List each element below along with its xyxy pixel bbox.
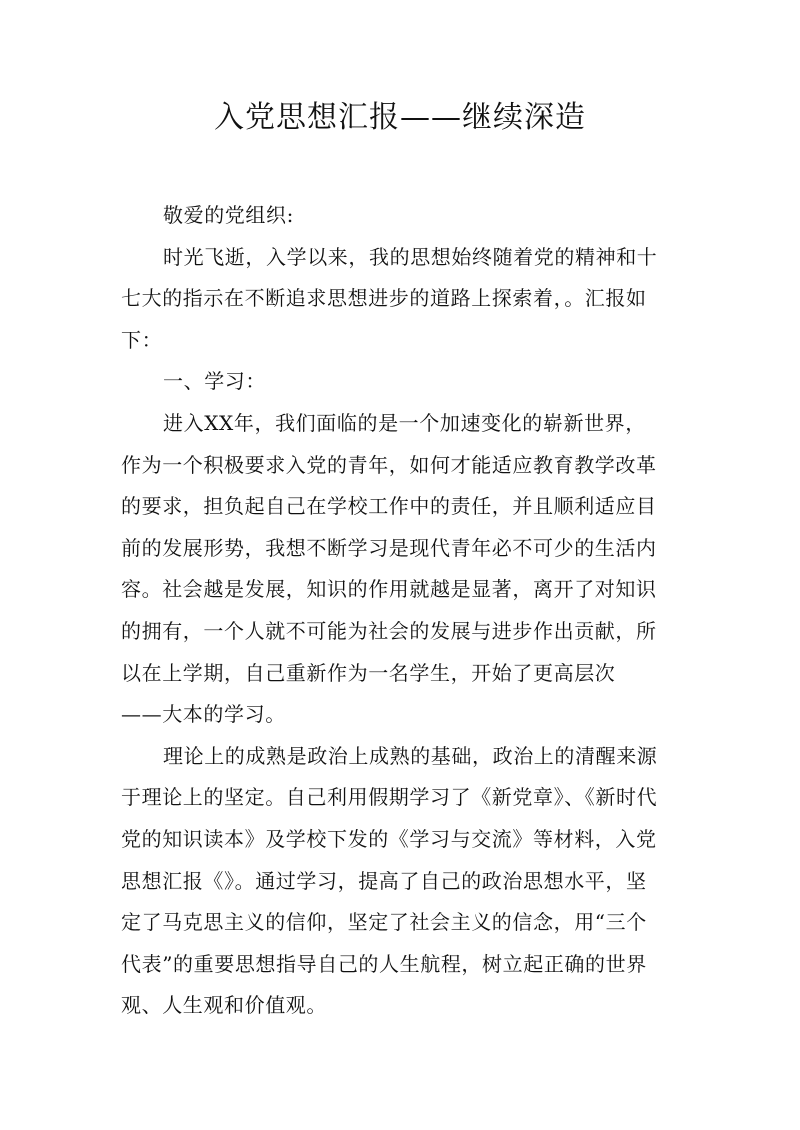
body-line: 代表”的重要思想指导自己的人生航程，树立起正确的世界 <box>121 951 647 976</box>
document-title: 入党思想汇报——继续深造 <box>214 100 586 135</box>
body-line: 于理论上的坚定。自己利用假期学习了《新党章》、《新时代 <box>121 785 658 810</box>
body-line: 定了马克思主义的信仰，坚定了社会主义的信念，用“三个 <box>121 910 647 935</box>
body-line: 敬爱的党组织: <box>163 203 294 227</box>
document-body <box>121 195 683 1027</box>
body-line: 下： <box>121 327 163 352</box>
body-line: 七大的指示在不断追求思想进步的道路上探索着，。汇报如 <box>121 286 647 311</box>
body-line: 理论上的成熟是政治上成熟的基础，政治上的清醒来源 <box>163 743 658 768</box>
body-line: 以在上学期，自己重新作为一名学生，开始了更高层次 <box>121 660 616 685</box>
body-line: 时光飞逝，入学以来，我的思想始终随着党的精神和十 <box>163 244 658 269</box>
body-line: ——大本的学习。 <box>121 702 286 727</box>
body-line: 观、人生观和价值观。 <box>121 993 327 1018</box>
body-line: 一、学习： <box>163 369 266 394</box>
body-line: 前的发展形势，我想不断学习是现代青年必不可少的生活内 <box>121 535 657 560</box>
body-line: 作为一个积极要求入党的青年，如何才能适应教育教学改革 <box>121 452 657 477</box>
body-line: 的拥有，一个人就不可能为社会的发展与进步作出贡献，所 <box>121 618 657 643</box>
body-line: 党的知识读本》及学校下发的《学习与交流》等材料，入党 <box>121 826 657 851</box>
body-line: 进入XX年，我们面临的是一个加速变化的崭新世界， <box>163 410 646 435</box>
body-line: 容。社会越是发展，知识的作用就越是显著，离开了对知识 <box>121 577 657 602</box>
body-line: 思想汇报《》。通过学习，提高了自己的政治思想水平，坚 <box>121 868 647 893</box>
body-line: 的要求，担负起自己在学校工作中的责任，并且顺利适应目 <box>121 494 657 519</box>
